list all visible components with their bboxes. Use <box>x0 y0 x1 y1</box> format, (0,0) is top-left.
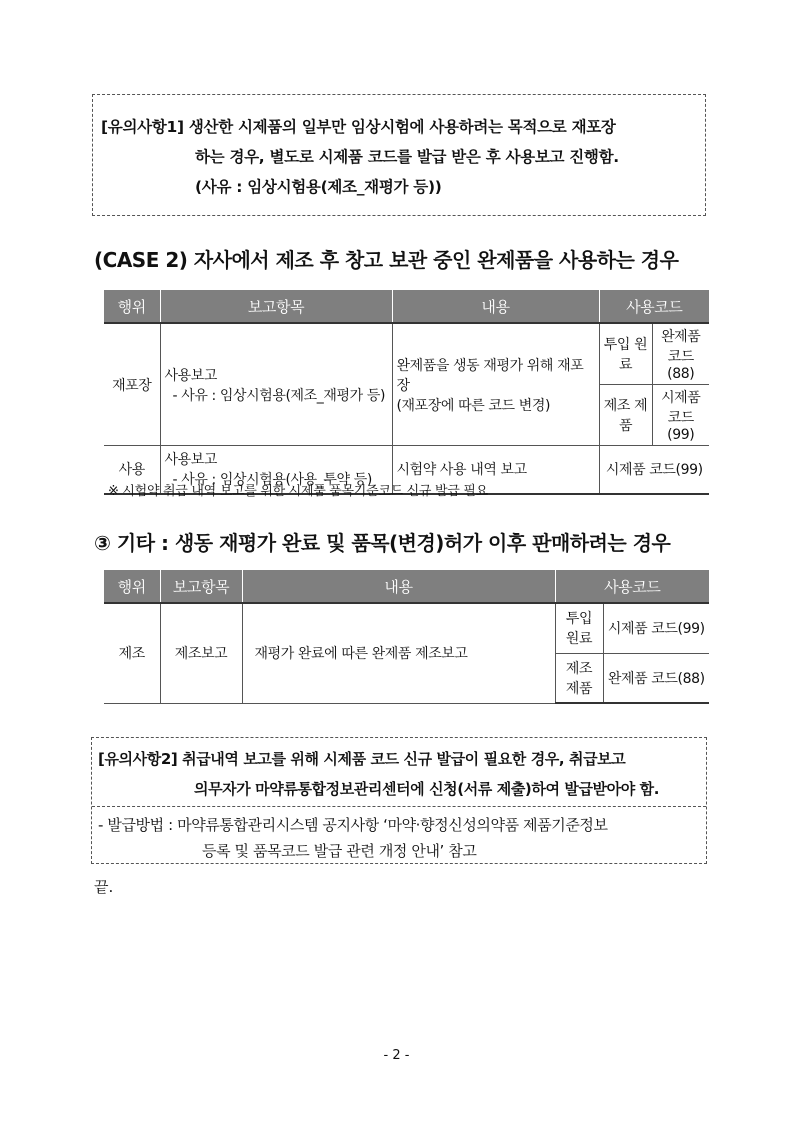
cell-code-label: 투입 원료 <box>555 603 603 653</box>
notice-1-line-1: [유의사항1] 생산한 시제품의 일부만 임상시험에 사용하려는 목적으로 재포장 <box>101 118 616 136</box>
notice-box-2 <box>91 737 707 864</box>
header-item: 보고항목 <box>160 290 392 323</box>
header-code: 사용코드 <box>555 570 709 603</box>
page-number: - 2 - <box>383 1048 410 1063</box>
header-code: 사용코드 <box>599 290 709 323</box>
table-row <box>104 323 709 385</box>
etc-heading: ③ 기타 : 생동 재평가 완료 및 품목(변경)허가 이후 판매하려는 경우 <box>94 531 671 555</box>
cell-item-main: 사용보고 <box>164 452 217 469</box>
cell-content-sub: (재포장에 따른 코드 변경) <box>396 397 551 414</box>
cell-content: 시험약 사용 내역 보고 <box>392 446 599 494</box>
cell-action: 제조 <box>104 603 160 703</box>
header-content: 내용 <box>242 570 555 603</box>
case2-table <box>104 290 709 495</box>
cell-code-value: 완제품 코드(88) <box>603 653 709 703</box>
cell-item <box>160 323 392 446</box>
table-row <box>104 603 709 653</box>
header-action: 행위 <box>104 570 160 603</box>
cell-code-value: 시제품 코드(99) <box>603 603 709 653</box>
header-item: 보고항목 <box>160 570 242 603</box>
cell-code-value: 시제품 코드(99) <box>599 446 709 494</box>
cell-code-value: 완제품 코드(88) <box>652 323 709 385</box>
notice-2-line-2: 의무자가 마약류통합정보관리센터에 신청(서류 제출)하여 발급받아야 함. <box>194 780 660 798</box>
etc-table <box>104 570 709 704</box>
table-header-row <box>104 290 709 323</box>
notice-2-line-1: [유의사항2] 취급내역 보고를 위해 시제품 코드 신규 발급이 필요한 경우, 취급보고 <box>98 750 626 768</box>
notice-1-line-3: (사유 : 임상시험용(제조_재평가 등)) <box>195 178 442 196</box>
cell-code-label: 투입 원료 <box>599 323 652 385</box>
cell-item-main: 사용보고 <box>164 367 217 384</box>
cell-content-main: 완제품을 생동 재평가 위해 재포장 <box>396 357 584 394</box>
end-mark: 끝. <box>94 878 114 896</box>
header-content: 내용 <box>392 290 599 323</box>
notice-box-1 <box>92 94 706 216</box>
cell-action: 사용 <box>104 446 160 494</box>
notice-2-line-3: - 발급방법 : 마약류통합관리시스템 공지사항 ‘마약·향정신성의약품 제품기준정보 <box>98 816 608 834</box>
cell-content: 재평가 완료에 따른 완제품 제조보고 <box>242 603 555 703</box>
notice-2-line-4: 등록 및 품목코드 발급 관련 개정 안내’ 참고 <box>202 842 477 860</box>
cell-item: 제조보고 <box>160 603 242 703</box>
cell-item-sub: - 사유 : 임상시험용(사용_투약 등) <box>172 472 372 489</box>
case2-heading: (CASE 2) 자사에서 제조 후 창고 보관 중인 완제품을 사용하는 경우 <box>94 248 679 272</box>
cell-content <box>392 323 599 446</box>
case2-footnote: ※ 시험약 취급 내역 보고를 위한 시제품 품목기준코드 신규 발급 필요 <box>108 484 488 499</box>
cell-item-sub: - 사유 : 임상시험용(제조_재평가 등) <box>172 387 386 404</box>
cell-code-value: 시제품 코드(99) <box>652 385 709 446</box>
table-header-row <box>104 570 709 603</box>
cell-code-label: 제조 제품 <box>599 385 652 446</box>
cell-code-label: 제조 제품 <box>555 653 603 703</box>
header-action: 행위 <box>104 290 160 323</box>
notice-1-line-2: 하는 경우, 별도로 시제품 코드를 발급 받은 후 사용보고 진행함. <box>195 148 619 166</box>
notice-2-divider <box>92 806 706 807</box>
cell-action: 재포장 <box>104 323 160 446</box>
